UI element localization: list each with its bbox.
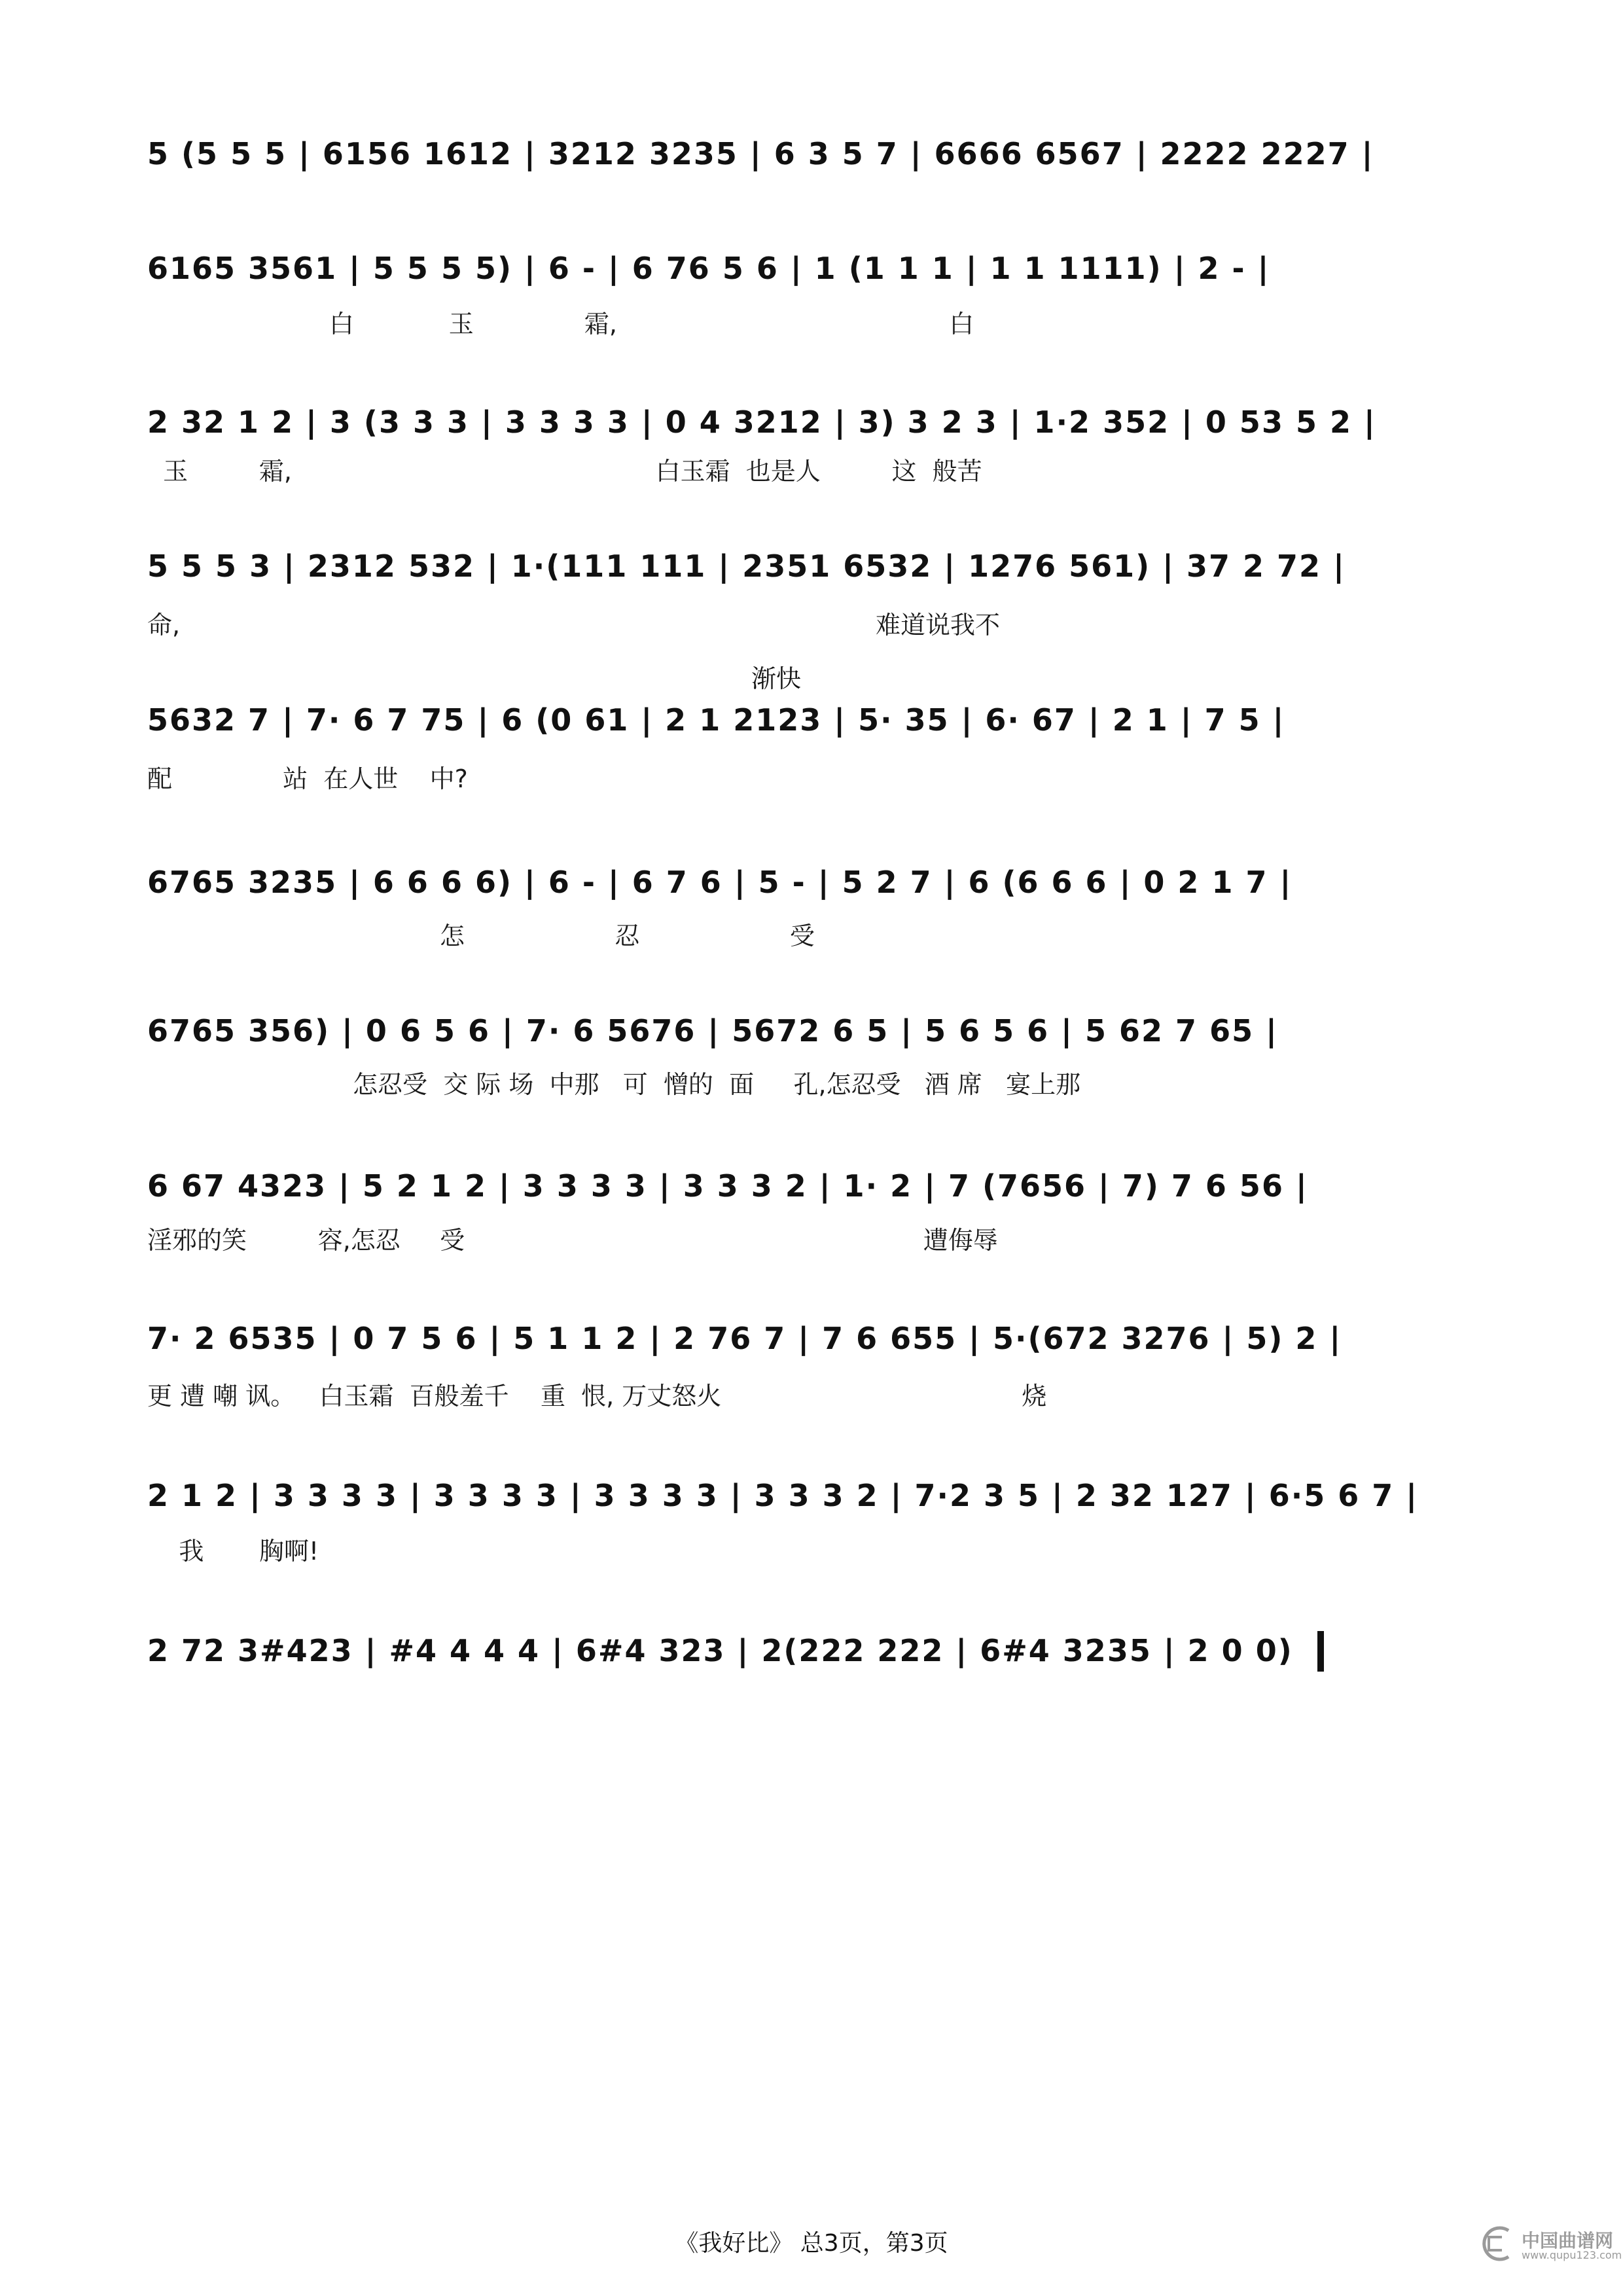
notation-row-6: 6765 3235 | 6 6 6 6) | 6 - | 6 7 6 | 5 - | 5 2 7 | 6 (6 6 6 | 0 2 1 7 |: [147, 865, 1293, 900]
lyric-row-2: 白 玉 霜, 白: [147, 310, 974, 338]
lyric-row-6: 怎 忍 受: [147, 922, 815, 950]
lyric-row-9: 更 遭 嘲 讽。 白玉霜 百般羞千 重 恨, 万丈怒火 烧: [147, 1382, 1047, 1410]
watermark-title: 中国曲谱网: [1522, 2230, 1614, 2251]
notation-row-11: 2 72 3#423 | #4 4 4 4 | 6#4 323 | 2(222 222 | 6#4 3235 | 2 0 0): [147, 1633, 1293, 1668]
notation-row-5: 5632 7 | 7· 6 7 75 | 6 (0 61 | 2 1 2123 | 5· 35 | 6· 67 | 2 1 | 7 5 |: [147, 702, 1285, 738]
notation-row-10: 2 1 2 | 3 3 3 3 | 3 3 3 3 | 3 3 3 3 | 3 3 3 2 | 7·2 3 5 | 2 32 127 | 6·5 6 7 |: [147, 1478, 1419, 1513]
lyric-row-10: 我 胸啊!: [147, 1537, 319, 1566]
notation-row-1: 5 (5 5 5 | 6156 1612 | 3212 3235 | 6 3 5 7 | 6666 6567 | 2222 2227 |: [147, 136, 1374, 171]
lyric-row-5: 配 站 在人世 中?: [147, 764, 468, 793]
notation-row-8: 6 67 4323 | 5 2 1 2 | 3 3 3 3 | 3 3 3 2 | 1· 2 | 7 (7656 | 7) 7 6 56 |: [147, 1168, 1308, 1204]
notation-row-4: 5 5 5 3 | 2312 532 | 1·(111 111 | 2351 6532 | 1276 561) | 37 2 72 |: [147, 548, 1346, 584]
watermark-url: www.qupu123.com: [1522, 2249, 1622, 2261]
final-barline: [1317, 1631, 1324, 1672]
tempo-marking: 渐快: [751, 664, 802, 693]
lyric-row-8: 淫邪的笑 容,怎忍 受 遭侮辱: [147, 1226, 998, 1255]
lyric-row-7: 怎忍受 交 际 场 中那 可 憎的 面 孔,怎忍受 酒 席 宴上那: [147, 1070, 1081, 1099]
page-footer: 《我好比》 总3页，第3页: [675, 2230, 948, 2257]
notation-row-9: 7· 2 6535 | 0 7 5 6 | 5 1 1 2 | 2 76 7 | 7 6 655 | 5·(672 3276 | 5) 2 |: [147, 1321, 1342, 1356]
lyric-row-4: 命, 难道说我不: [147, 611, 1001, 639]
site-watermark: [1476, 2225, 1622, 2265]
lyric-row-3: 玉 霜, 白玉霜 也是人 这 般苦: [147, 457, 982, 486]
notation-row-2: 6165 3561 | 5 5 5 5) | 6 - | 6 76 5 6 | 1 (1 1 1 | 1 1 1111) | 2 - |: [147, 251, 1270, 286]
site-logo-icon: [1476, 2225, 1516, 2262]
notation-row-7: 6765 356) | 0 6 5 6 | 7· 6 5676 | 5672 6 5 | 5 6 5 6 | 5 62 7 65 |: [147, 1013, 1278, 1049]
notation-row-3: 2 32 1 2 | 3 (3 3 3 | 3 3 3 3 | 0 4 3212 | 3) 3 2 3 | 1·2 352 | 0 53 5 2 |: [147, 404, 1376, 440]
